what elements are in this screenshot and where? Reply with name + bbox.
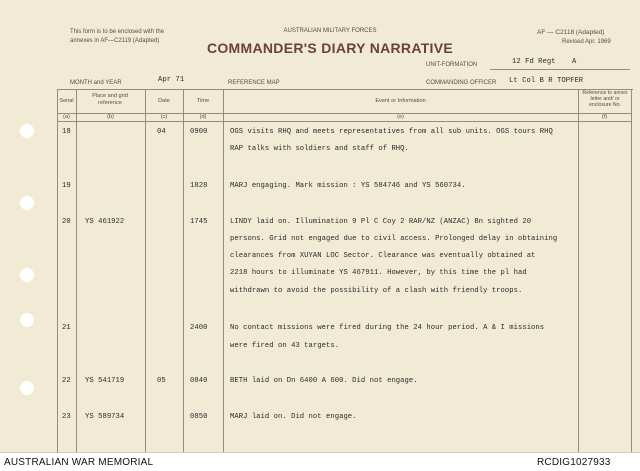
row-20-event-line-4: 2218 hours to illuminate YS 467911. However, by this time the pl had bbox=[230, 269, 527, 277]
unit-suffix: A bbox=[572, 58, 577, 66]
row-21-event-line-2: were fired on 43 targets. bbox=[230, 342, 340, 350]
col-sub-f: (f) bbox=[601, 114, 608, 120]
row-20-serial: 20 bbox=[62, 218, 71, 226]
row-18-date: 04 bbox=[157, 128, 166, 136]
col-header-place: Place and grid reference bbox=[92, 93, 128, 106]
reference-map-label: REFERENCE MAP bbox=[228, 80, 280, 86]
row-21-event-line-1: No contact missions were fired during the 24 hour period. A & I missions bbox=[230, 324, 545, 332]
month-year-label: MONTH and YEAR bbox=[70, 80, 122, 86]
unit-underline bbox=[490, 69, 630, 70]
col-header-time: Time bbox=[196, 98, 210, 104]
binder-hole-1 bbox=[20, 124, 34, 138]
row-20-time: 1745 bbox=[190, 218, 208, 226]
col-divider-event bbox=[578, 89, 579, 452]
col-divider-time bbox=[223, 89, 224, 452]
col-sub-c: (c) bbox=[160, 114, 168, 120]
row-21-time: 2400 bbox=[190, 324, 208, 332]
col-sub-a: (a) bbox=[63, 114, 70, 120]
org-name: AUSTRALIAN MILITARY FORCES bbox=[283, 28, 377, 34]
row-23-event-line-1: MARJ laid on. Did not engage. bbox=[230, 413, 357, 421]
archive-credit: AUSTRALIAN WAR MEMORIAL bbox=[4, 457, 154, 468]
row-20-event-line-2: persons. Grid not engaged due to civil access. Prolonged delay in obtaining bbox=[230, 235, 558, 243]
archive-id: RCDIG1027933 bbox=[537, 457, 611, 468]
row-22-place: YS 541719 bbox=[85, 377, 125, 385]
row-19-serial: 19 bbox=[62, 182, 71, 190]
row-18-time: 0900 bbox=[190, 128, 208, 136]
binder-hole-2 bbox=[20, 196, 34, 210]
row-23-time: 0850 bbox=[190, 413, 208, 421]
row-18-event-line-2: RAP talks with soldiers and staff of RHQ. bbox=[230, 145, 409, 153]
month-year-value: Apr 71 bbox=[158, 76, 185, 84]
col-sub-d: (d) bbox=[199, 114, 207, 120]
row-19-event-line-1: MARJ engaging. Mark mission : YS 584746 and YS 560734. bbox=[230, 182, 466, 190]
form-note-line-1: This form is to be enclosed with the bbox=[70, 29, 165, 35]
unit-label: UNIT-FORMATION bbox=[426, 62, 478, 68]
row-20-event-line-3: clearances from XUYAN LOC Sector. Clearance was eventually obtained at bbox=[230, 252, 536, 260]
row-22-date: 05 bbox=[157, 377, 166, 385]
commanding-officer-label: COMMANDING OFFICER bbox=[426, 80, 497, 86]
revised-date: Revised Apr. 1969 bbox=[562, 39, 611, 45]
binder-hole-4 bbox=[20, 313, 34, 327]
row-20-event-line-1: LINDY laid on. Illumination 9 Pl C Coy 2 RAR/NZ (ANZAC) Bn sighted 20 bbox=[230, 218, 532, 226]
col-header-event: Event or Information bbox=[375, 98, 426, 104]
col-divider-place bbox=[145, 89, 146, 452]
row-20-place: YS 461922 bbox=[85, 218, 125, 226]
row-22-event-line-1: BETH laid on Dn 6400 A 600. Did not engage. bbox=[230, 377, 418, 385]
col-divider-right bbox=[631, 89, 632, 452]
row-23-serial: 23 bbox=[62, 413, 71, 421]
row-22-serial: 22 bbox=[62, 377, 71, 385]
col-header-reference: Reference to annex letter and/ or enclosure No. bbox=[582, 90, 628, 108]
row-20-event-line-5: withdrawn to avoid the possibility of a clash with friendly troops. bbox=[230, 287, 523, 295]
commanding-officer-value: Lt Col B R TOPFER bbox=[509, 77, 584, 85]
form-number: AF — C2118 (Adapted) bbox=[537, 29, 605, 36]
form-note-line-2: annexes in AF—C2119 (Adapted) bbox=[70, 38, 160, 44]
row-18-serial: 18 bbox=[62, 128, 71, 136]
unit-value: 12 Fd Regt bbox=[512, 58, 556, 66]
col-header-serial: Serial bbox=[59, 98, 74, 104]
row-18-event-line-1: OGS visits RHQ and meets representatives from all sub units. OGS tours RHQ bbox=[230, 128, 553, 136]
row-22-time: 0840 bbox=[190, 377, 208, 385]
subheader-bottom-line bbox=[57, 121, 632, 122]
document-title: COMMANDER'S DIARY NARRATIVE bbox=[206, 40, 454, 56]
row-19-time: 1828 bbox=[190, 182, 208, 190]
col-divider-date bbox=[183, 89, 184, 452]
col-sub-e: (e) bbox=[397, 114, 404, 120]
col-header-date: Date bbox=[158, 98, 170, 104]
row-23-place: YS 589734 bbox=[85, 413, 125, 421]
binder-hole-5 bbox=[20, 381, 34, 395]
binder-hole-3 bbox=[20, 268, 34, 282]
col-divider-serial bbox=[76, 89, 77, 452]
col-sub-b: (b) bbox=[107, 114, 114, 120]
row-21-serial: 21 bbox=[62, 324, 71, 332]
